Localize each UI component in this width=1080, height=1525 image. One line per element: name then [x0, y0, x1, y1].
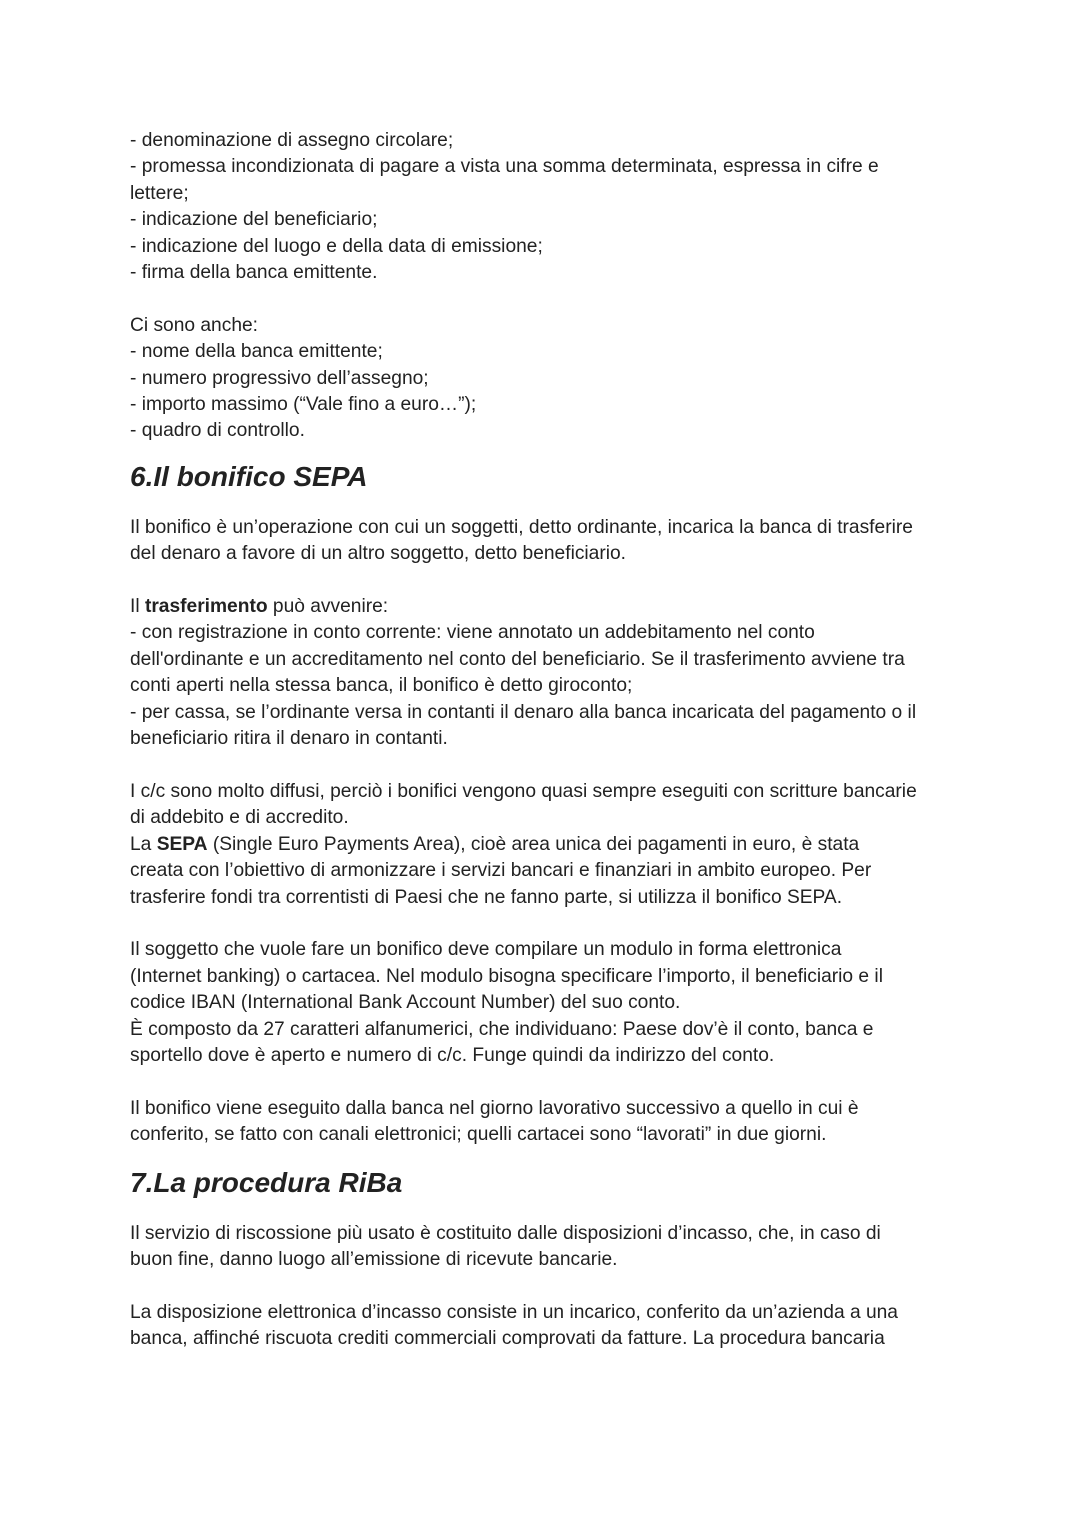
paragraph: [130, 594, 960, 752]
text-line: - per cassa, se l’ordinante versa in contanti il denaro alla banca incaricata del pagamento o il: [130, 701, 917, 723]
text-line: I c/c sono molto diffusi, perciò i bonifici vengono quasi sempre eseguiti con scritture bancarie: [130, 780, 917, 802]
paragraph: [130, 515, 960, 568]
text-line: [130, 594, 960, 620]
text-line: [130, 832, 960, 858]
requisiti-list: [130, 128, 960, 286]
text-line: - indicazione del beneficiario;: [130, 209, 378, 231]
text-line: codice IBAN (International Bank Account Number) del suo conto.: [130, 992, 681, 1014]
paragraph: [130, 1096, 960, 1149]
text-line: buon fine, danno luogo all’emissione di ricevute bancarie.: [130, 1248, 618, 1270]
text-line: Il bonifico è un’operazione con cui un soggetti, detto ordinante, incarica la banca di trasferire: [130, 516, 913, 538]
text-line: - importo massimo (“Vale fino a euro…”);: [130, 394, 477, 416]
paragraph: [130, 1221, 960, 1274]
paragraph-gap: [130, 568, 960, 594]
text-line: - quadro di controllo.: [130, 420, 305, 442]
text-line: trasferire fondi tra correntisti di Paesi che ne fanno parte, si utilizza il bonifico SEPA.: [130, 886, 843, 908]
paragraph: [130, 937, 960, 1069]
text-line: - con registrazione in conto corrente: viene annotato un addebitamento nel conto: [130, 622, 815, 644]
text-line: - indicazione del luogo e della data di emissione;: [130, 235, 543, 257]
text-line: dell'ordinante e un accreditamento nel conto del beneficiario. Se il trasferimento avviene tra: [130, 648, 905, 670]
text-line: - firma della banca emittente.: [130, 262, 378, 284]
text-run: (Single Euro Payments Area), cioè area unica dei pagamenti in euro, è stata: [207, 833, 860, 855]
text-line: del denaro a favore di un altro soggetto, detto beneficiario.: [130, 543, 627, 565]
text-run: Il: [130, 596, 145, 618]
text-line: È composto da 27 caratteri alfanumerici, che individuano: Paese dov’è il conto, banca e: [130, 1018, 874, 1040]
text-line: Il soggetto che vuole fare un bonifico deve compilare un modulo in forma elettronica: [130, 939, 842, 961]
text-line: Il bonifico viene eseguito dalla banca nel giorno lavorativo successivo a quello in cui è: [130, 1097, 859, 1119]
text-line: - promessa incondizionata di pagare a vista una somma determinata, espressa in cifre e: [130, 156, 879, 178]
document-page: [130, 128, 960, 1353]
section-heading-sepa: 6.Il bonifico SEPA: [130, 460, 368, 492]
text-run: può avvenire:: [267, 596, 389, 618]
elementi-list: [130, 313, 960, 445]
paragraph-gap: [130, 753, 960, 779]
paragraph: [130, 1300, 960, 1353]
bold-term: trasferimento: [144, 596, 268, 618]
paragraph-gap: [130, 1069, 960, 1095]
paragraph: [130, 779, 960, 911]
text-line: conferito, se fatto con canali elettronici; quelli cartacei sono “lavorati” in due giorni.: [130, 1124, 827, 1146]
text-run: La: [130, 833, 157, 855]
text-line: creata con l’obiettivo di armonizzare i servizi bancari e finanziari in ambito europeo. Per: [130, 860, 872, 882]
bold-term: SEPA: [156, 833, 208, 855]
text-line: di addebito e di accredito.: [130, 807, 349, 829]
text-line: Il servizio di riscossione più usato è costituito dalle disposizioni d’incasso, che, in caso di: [130, 1222, 881, 1244]
text-line: (Internet banking) o cartacea. Nel modulo bisogna specificare l’importo, il beneficiario e il: [130, 965, 883, 987]
text-line: - nome della banca emittente;: [130, 341, 383, 363]
text-line: conti aperti nella stessa banca, il bonifico è detto giroconto;: [130, 675, 633, 697]
text-line: Ci sono anche:: [130, 314, 258, 336]
text-line: - denominazione di assegno circolare;: [130, 130, 454, 151]
text-line: La disposizione elettronica d’incasso consiste in un incarico, conferito da un’azienda a una: [130, 1301, 898, 1323]
text-line: - numero progressivo dell’assegno;: [130, 367, 429, 389]
section-heading-riba: 7.La procedura RiBa: [130, 1166, 403, 1198]
text-line: sportello dove è aperto e numero di c/c. Funge quindi da indirizzo del conto.: [130, 1044, 775, 1066]
text-line: banca, affinché riscuota crediti commerciali comprovati da fatture. La procedura bancaria: [130, 1328, 885, 1350]
paragraph-gap: [130, 1273, 960, 1299]
text-line: lettere;: [130, 182, 189, 204]
paragraph-gap: [130, 286, 960, 312]
paragraph-gap: [130, 911, 960, 937]
text-line: beneficiario ritira il denaro in contanti.: [130, 728, 448, 750]
